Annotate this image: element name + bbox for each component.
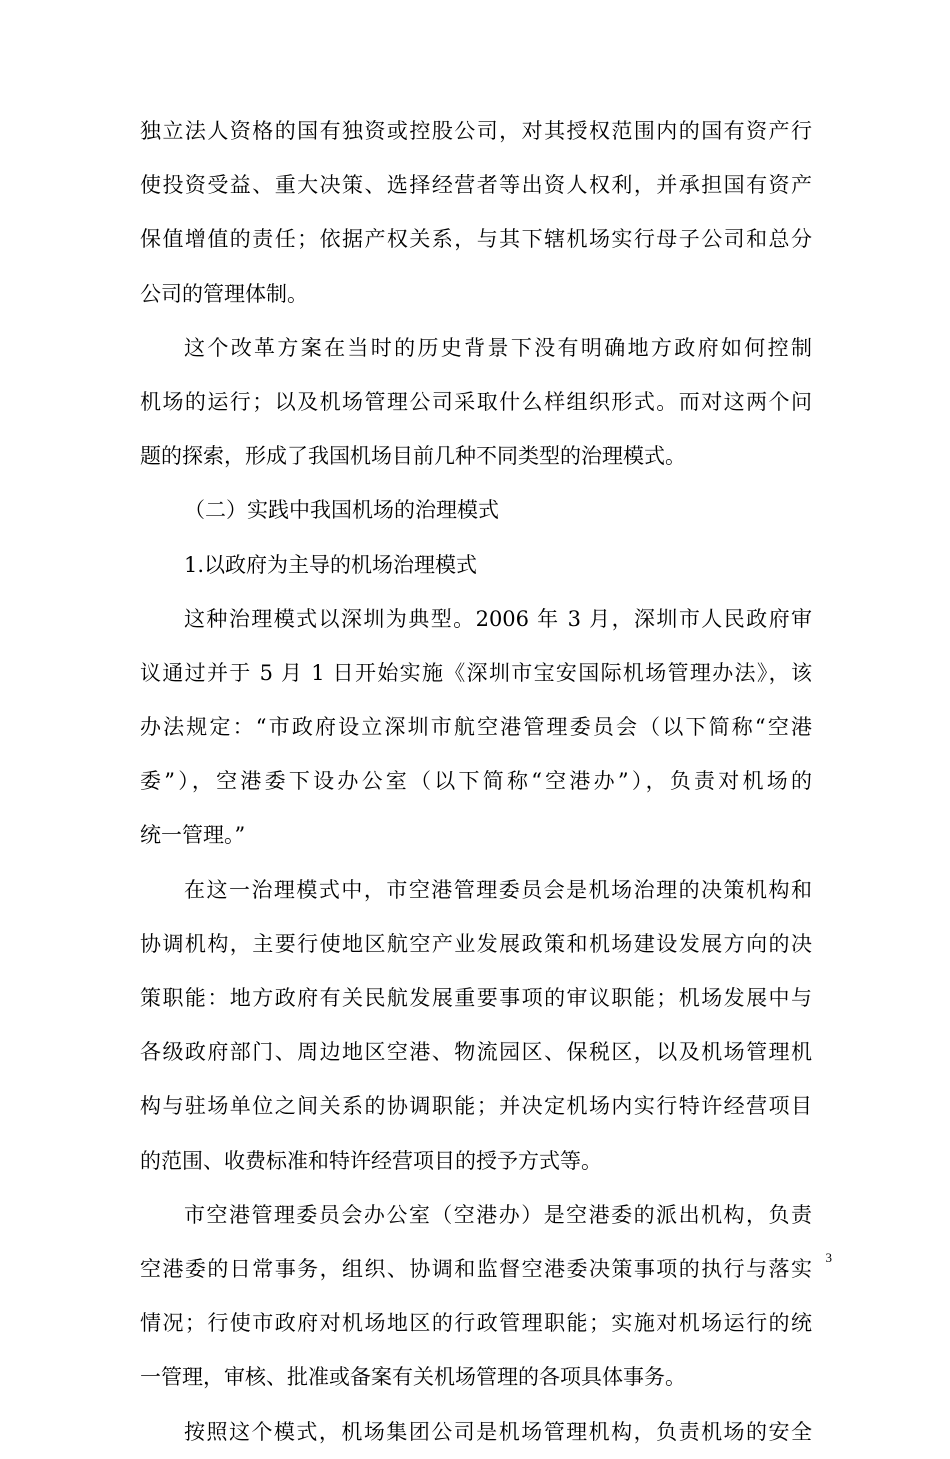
text-line: 使投资受益、重大决策、选择经营者等出资人权利，并承担国有资产 [140,173,812,198]
text-line: 议通过并于 5 月 1 日开始实施《深圳市宝安国际机场管理办法》，该 [140,660,812,685]
page-number: 3 [825,1250,832,1265]
text-line: 协调机构，主要行使地区航空产业发展政策和机场建设发展方向的决 [140,931,812,956]
text-line: 统一管理。” [140,823,246,848]
text-line: 一管理，审核、批准或备案有关机场管理的各项具体事务。 [140,1365,686,1390]
text-line: 的范围、收费标准和特许经营项目的授予方式等。 [140,1148,602,1173]
text-line: 这种治理模式以深圳为典型。2006 年 3 月，深圳市人民政府审 [184,606,812,631]
text-line: 这个改革方案在当时的历史背景下没有明确地方政府如何控制 [184,335,812,360]
text-line: 空港委的日常事务，组织、协调和监督空港委决策事项的执行与落实 [140,1256,812,1281]
text-line: 情况；行使市政府对机场地区的行政管理职能；实施对机场运行的统 [140,1311,812,1336]
text-line: 各级政府部门、周边地区空港、物流园区、保税区，以及机场管理机 [140,1040,812,1065]
text-line: 市空港管理委员会办公室（空港办）是空港委的派出机构，负责 [184,1202,812,1227]
text-line: 独立法人资格的国有独资或控股公司，对其授权范围内的国有资产行 [140,119,812,143]
text-line: 题的探索，形成了我国机场目前几种不同类型的治理模式。 [140,444,686,469]
text-line: 机场的运行；以及机场管理公司采取什么样组织形式。而对这两个问 [140,389,812,414]
body-text [140,104,812,1459]
subsection-heading: 1.以政府为主导的机场治理模式 [184,552,478,577]
text-line: 保值增值的责任；依据产权关系，与其下辖机场实行母子公司和总分 [140,227,812,252]
text-line: 公司的管理体制。 [140,281,308,306]
text-line: 在这一治理模式中，市空港管理委员会是机场治理的决策机构和 [184,877,812,902]
text-line: 按照这个模式，机场集团公司是机场管理机构，负责机场的安全 [184,1419,812,1444]
text-line: 办法规定：“市政府设立深圳市航空港管理委员会（以下简称“空港 [140,715,812,740]
text-line: 策职能：地方政府有关民航发展重要事项的审议职能；机场发展中与 [140,986,812,1010]
section-heading: （二）实践中我国机场的治理模式 [184,498,499,523]
text-line: 委”），空港委下设办公室（以下简称“空港办”），负责对机场的 [140,769,812,794]
text-line: 构与驻场单位之间关系的协调职能；并决定机场内实行特许经营项目 [140,1094,812,1119]
